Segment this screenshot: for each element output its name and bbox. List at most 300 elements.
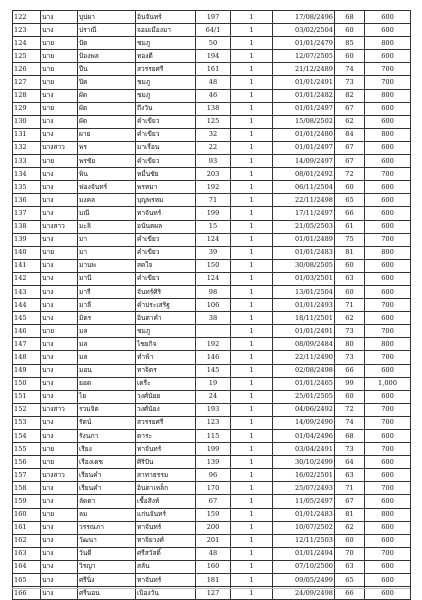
age-cell: 71 — [335, 482, 365, 495]
house-number-cell: 125 — [196, 115, 231, 128]
birth-date-cell: 15/08/2502 — [273, 115, 335, 128]
first-name-cell: วรรณภา — [78, 521, 136, 534]
last-name-cell: ทาจันทร์ — [136, 207, 196, 220]
age-cell: 62 — [335, 312, 365, 325]
title-cell: นาง — [41, 115, 78, 128]
title-cell: นาง — [41, 430, 78, 443]
table-row — [13, 259, 411, 272]
village-number-cell: 1 — [231, 181, 273, 194]
age-cell: 71 — [335, 299, 365, 312]
last-name-cell: คำเขียว — [136, 128, 196, 141]
table-row — [13, 351, 411, 364]
row-number-cell: 133 — [13, 155, 41, 168]
first-name-cell: รังนภา — [78, 430, 136, 443]
birth-date-cell: 17/08/2496 — [273, 11, 335, 24]
title-cell: นาง — [41, 207, 78, 220]
age-cell: 72 — [335, 168, 365, 181]
house-number-cell: 201 — [196, 534, 231, 547]
allowance-amount-cell: 600 — [365, 560, 411, 573]
birth-date-cell: 01/03/2501 — [273, 272, 335, 285]
allowance-amount-cell: 800 — [365, 37, 411, 50]
birth-date-cell: 04/06/2492 — [273, 403, 335, 416]
village-number-cell: 1 — [231, 469, 273, 482]
last-name-cell: ตาระ — [136, 430, 196, 443]
birth-date-cell: 01/01/2465 — [273, 377, 335, 390]
house-number-cell: 98 — [196, 285, 231, 298]
row-number-cell: 154 — [13, 430, 41, 443]
table-row — [13, 128, 411, 141]
table-row — [13, 312, 411, 325]
birth-date-cell: 24/09/2498 — [273, 587, 335, 600]
age-cell: 80 — [335, 338, 365, 351]
birth-date-cell: 21/05/2503 — [273, 220, 335, 233]
last-name-cell: เชื้อสิงห์ — [136, 495, 196, 508]
last-name-cell: คำเขียว — [136, 246, 196, 259]
allowance-amount-cell: 600 — [365, 534, 411, 547]
title-cell: นาง — [41, 547, 78, 560]
allowance-amount-cell: 600 — [365, 141, 411, 154]
birth-date-cell: 07/10/2500 — [273, 560, 335, 573]
title-cell: นาย — [41, 456, 78, 469]
age-cell: 61 — [335, 220, 365, 233]
allowance-amount-cell: 700 — [365, 416, 411, 429]
birth-date-cell: 09/05/2499 — [273, 574, 335, 587]
row-number-cell: 136 — [13, 194, 41, 207]
allowance-amount-cell: 600 — [365, 364, 411, 377]
first-name-cell: ลม — [78, 508, 136, 521]
allowance-amount-cell: 700 — [365, 325, 411, 338]
village-number-cell: 1 — [231, 495, 273, 508]
village-number-cell: 1 — [231, 207, 273, 220]
table-row — [13, 377, 411, 390]
birth-date-cell: 10/07/2502 — [273, 521, 335, 534]
house-number-cell: 139 — [196, 456, 231, 469]
row-number-cell: 122 — [13, 11, 41, 24]
allowance-amount-cell: 700 — [365, 168, 411, 181]
page-bottom-rule — [12, 588, 410, 589]
table-row — [13, 299, 411, 312]
last-name-cell: จอมเมืองมา — [136, 24, 196, 37]
row-number-cell: 155 — [13, 443, 41, 456]
title-cell: นาง — [41, 128, 78, 141]
table-row — [13, 220, 411, 233]
first-name-cell: มารี — [78, 285, 136, 298]
table-row — [13, 508, 411, 521]
house-number-cell: 67 — [196, 495, 231, 508]
title-cell: นางสาว — [41, 403, 78, 416]
age-cell: 60 — [335, 390, 365, 403]
row-number-cell: 157 — [13, 469, 41, 482]
birth-date-cell: 01/01/2482 — [273, 89, 335, 102]
age-cell: 60 — [335, 50, 365, 63]
row-number-cell: 125 — [13, 50, 41, 63]
table-row — [13, 430, 411, 443]
table-row — [13, 37, 411, 50]
first-name-cell: พร — [78, 141, 136, 154]
birth-date-cell: 12/07/2505 — [273, 50, 335, 63]
allowance-amount-cell: 600 — [365, 574, 411, 587]
last-name-cell: ทาจันทร์ — [136, 574, 196, 587]
title-cell: นาย — [41, 443, 78, 456]
last-name-cell: วงศ์นัยย — [136, 390, 196, 403]
birth-date-cell: 17/11/2497 — [273, 207, 335, 220]
row-number-cell: 145 — [13, 312, 41, 325]
birth-date-cell: 21/12/2489 — [273, 63, 335, 76]
birth-date-cell: 01/01/2480 — [273, 128, 335, 141]
house-number-cell: 194 — [196, 50, 231, 63]
title-cell: นาง — [41, 233, 78, 246]
allowance-amount-cell: 700 — [365, 482, 411, 495]
row-number-cell: 164 — [13, 560, 41, 573]
house-number-cell: 170 — [196, 482, 231, 495]
table-row — [13, 63, 411, 76]
birth-date-cell: 14/09/2490 — [273, 416, 335, 429]
age-cell: 66 — [335, 587, 365, 600]
age-cell: 64 — [335, 456, 365, 469]
allowance-amount-cell: 600 — [365, 521, 411, 534]
row-number-cell: 151 — [13, 390, 41, 403]
village-number-cell: 1 — [231, 390, 273, 403]
last-name-cell: คำเขียว — [136, 233, 196, 246]
row-number-cell: 166 — [13, 587, 41, 600]
allowance-amount-cell: 700 — [365, 351, 411, 364]
first-name-cell: มะลิ — [78, 220, 136, 233]
row-number-cell: 163 — [13, 547, 41, 560]
row-number-cell: 156 — [13, 456, 41, 469]
last-name-cell: ศรีสวัสดิ์ — [136, 547, 196, 560]
birth-date-cell: 03/04/2491 — [273, 443, 335, 456]
title-cell: นาย — [41, 508, 78, 521]
row-number-cell: 129 — [13, 102, 41, 115]
village-number-cell: 1 — [231, 63, 273, 76]
row-number-cell: 126 — [13, 63, 41, 76]
allowance-amount-cell: 600 — [365, 207, 411, 220]
first-name-cell: รวมจิต — [78, 403, 136, 416]
birth-date-cell: 11/05/2497 — [273, 495, 335, 508]
house-number-cell: 38 — [196, 312, 231, 325]
first-name-cell: ปิด — [78, 76, 136, 89]
last-name-cell: เปิองวัน — [136, 587, 196, 600]
table-row — [13, 574, 411, 587]
title-cell: นาย — [41, 63, 78, 76]
table-row — [13, 181, 411, 194]
village-number-cell: 1 — [231, 416, 273, 429]
last-name-cell: ชมภู — [136, 325, 196, 338]
first-name-cell: ผัด — [78, 115, 136, 128]
village-number-cell: 1 — [231, 246, 273, 259]
table-row — [13, 168, 411, 181]
village-number-cell: 1 — [231, 364, 273, 377]
birth-date-cell: 02/08/2498 — [273, 364, 335, 377]
age-cell: 62 — [335, 521, 365, 534]
last-name-cell: คำเขียว — [136, 155, 196, 168]
row-number-cell: 128 — [13, 89, 41, 102]
birth-date-cell: 01/01/2494 — [273, 547, 335, 560]
allowance-amount-cell: 600 — [365, 115, 411, 128]
first-name-cell: มานพ — [78, 259, 136, 272]
first-name-cell: มล — [78, 351, 136, 364]
birth-date-cell: 16/02/2501 — [273, 469, 335, 482]
title-cell: นาย — [41, 76, 78, 89]
last-name-cell: เตรีะ — [136, 377, 196, 390]
last-name-cell: ชมภู — [136, 89, 196, 102]
village-number-cell: 1 — [231, 377, 273, 390]
village-number-cell: 1 — [231, 547, 273, 560]
age-cell: 84 — [335, 128, 365, 141]
title-cell: นาง — [41, 168, 78, 181]
last-name-cell: ทาจันทร์ — [136, 443, 196, 456]
allowance-amount-cell: 700 — [365, 299, 411, 312]
village-number-cell: 1 — [231, 194, 273, 207]
house-number-cell: 71 — [196, 194, 231, 207]
allowance-amount-cell: 600 — [365, 430, 411, 443]
table-row — [13, 194, 411, 207]
table-row — [13, 76, 411, 89]
last-name-cell: มาเรือน — [136, 141, 196, 154]
allowance-amount-cell: 600 — [365, 312, 411, 325]
house-number-cell: 48 — [196, 76, 231, 89]
house-number-cell: 19 — [196, 377, 231, 390]
title-cell: นาย — [41, 50, 78, 63]
age-cell: 63 — [335, 560, 365, 573]
row-number-cell: 147 — [13, 338, 41, 351]
last-name-cell: ถึงวัน — [136, 102, 196, 115]
table-row — [13, 469, 411, 482]
title-cell: นาง — [41, 299, 78, 312]
village-number-cell: 1 — [231, 508, 273, 521]
age-cell: 60 — [335, 181, 365, 194]
first-name-cell: มล — [78, 325, 136, 338]
house-number-cell: 93 — [196, 155, 231, 168]
birth-date-cell: 22/11/2490 — [273, 351, 335, 364]
village-number-cell: 1 — [231, 325, 273, 338]
row-number-cell: 139 — [13, 233, 41, 246]
allowance-amount-cell: 700 — [365, 443, 411, 456]
row-number-cell: 158 — [13, 482, 41, 495]
house-number-cell: 161 — [196, 63, 231, 76]
age-cell: 73 — [335, 76, 365, 89]
village-number-cell: 1 — [231, 233, 273, 246]
table-row — [13, 115, 411, 128]
table-row — [13, 534, 411, 547]
allowance-amount-cell: 600 — [365, 24, 411, 37]
house-number-cell: 50 — [196, 37, 231, 50]
village-number-cell: 1 — [231, 50, 273, 63]
age-cell: 74 — [335, 416, 365, 429]
village-number-cell: 1 — [231, 24, 273, 37]
birth-date-cell: 08/09/2484 — [273, 338, 335, 351]
title-cell: นางสาว — [41, 141, 78, 154]
birth-date-cell: 01/01/2483 — [273, 508, 335, 521]
house-number-cell: 199 — [196, 443, 231, 456]
age-cell: 68 — [335, 11, 365, 24]
title-cell: นาง — [41, 285, 78, 298]
age-cell: 74 — [335, 63, 365, 76]
table-row — [13, 89, 411, 102]
last-name-cell: ศิริปัน — [136, 456, 196, 469]
last-name-cell: ทำฟ้า — [136, 351, 196, 364]
birth-date-cell: 12/11/2503 — [273, 534, 335, 547]
elderly-allowance-table — [12, 10, 411, 600]
first-name-cell: ผัด — [78, 89, 136, 102]
allowance-amount-cell: 600 — [365, 469, 411, 482]
first-name-cell: ลัดดา — [78, 495, 136, 508]
house-number-cell: 96 — [196, 469, 231, 482]
last-name-cell: สลัน — [136, 560, 196, 573]
allowance-amount-cell: 600 — [365, 456, 411, 469]
title-cell: นาง — [41, 351, 78, 364]
title-cell: นาย — [41, 246, 78, 259]
age-cell: 68 — [335, 430, 365, 443]
last-name-cell: คำเขียว — [136, 272, 196, 285]
house-number-cell: 199 — [196, 207, 231, 220]
allowance-amount-cell: 600 — [365, 194, 411, 207]
title-cell: นาง — [41, 312, 78, 325]
birth-date-cell: 13/01/2504 — [273, 285, 335, 298]
row-number-cell: 159 — [13, 495, 41, 508]
birth-date-cell: 06/11/2504 — [273, 181, 335, 194]
last-name-cell: ชมภู — [136, 37, 196, 50]
title-cell: นาง — [41, 89, 78, 102]
allowance-amount-cell: 600 — [365, 285, 411, 298]
house-number-cell: 15 — [196, 220, 231, 233]
village-number-cell: 1 — [231, 338, 273, 351]
house-number-cell: 124 — [196, 233, 231, 246]
house-number-cell: 46 — [196, 89, 231, 102]
row-number-cell: 134 — [13, 168, 41, 181]
first-name-cell: ศรีนอน — [78, 587, 136, 600]
row-number-cell: 135 — [13, 181, 41, 194]
table-row — [13, 272, 411, 285]
title-cell: นาง — [41, 259, 78, 272]
table-row — [13, 560, 411, 573]
village-number-cell: 1 — [231, 351, 273, 364]
title-cell: นาง — [41, 24, 78, 37]
birth-date-cell: 30/10/2499 — [273, 456, 335, 469]
age-cell: 82 — [335, 89, 365, 102]
age-cell: 65 — [335, 574, 365, 587]
table-row — [13, 285, 411, 298]
birth-date-cell: 01/01/2491 — [273, 325, 335, 338]
birth-date-cell: 01/01/2493 — [273, 299, 335, 312]
village-number-cell: 1 — [231, 220, 273, 233]
house-number-cell — [196, 325, 231, 338]
house-number-cell: 193 — [196, 403, 231, 416]
title-cell: นาง — [41, 272, 78, 285]
table-row — [13, 443, 411, 456]
house-number-cell: 160 — [196, 560, 231, 573]
row-number-cell: 137 — [13, 207, 41, 220]
allowance-amount-cell: 1,000 — [365, 377, 411, 390]
house-number-cell: 192 — [196, 338, 231, 351]
allowance-amount-cell: 600 — [365, 11, 411, 24]
row-number-cell: 142 — [13, 272, 41, 285]
house-number-cell: 138 — [196, 102, 231, 115]
village-number-cell: 1 — [231, 128, 273, 141]
title-cell: นาง — [41, 587, 78, 600]
first-name-cell: เรียง — [78, 443, 136, 456]
first-name-cell: ผาย — [78, 128, 136, 141]
title-cell: นาย — [41, 102, 78, 115]
last-name-cell: สวรรยศรี — [136, 63, 196, 76]
age-cell: 63 — [335, 272, 365, 285]
age-cell: 85 — [335, 37, 365, 50]
first-name-cell: ปืน — [78, 63, 136, 76]
title-cell: นางสาว — [41, 469, 78, 482]
allowance-amount-cell: 600 — [365, 272, 411, 285]
village-number-cell: 1 — [231, 37, 273, 50]
first-name-cell: มอน — [78, 364, 136, 377]
first-name-cell: ศรีนิ่ง — [78, 574, 136, 587]
row-number-cell: 123 — [13, 24, 41, 37]
allowance-amount-cell: 600 — [365, 587, 411, 600]
allowance-amount-cell: 700 — [365, 547, 411, 560]
last-name-cell: วงศ์นัยง — [136, 403, 196, 416]
age-cell: 99 — [335, 377, 365, 390]
first-name-cell: มิตร — [78, 312, 136, 325]
row-number-cell: 124 — [13, 37, 41, 50]
first-name-cell: วิรญา — [78, 560, 136, 573]
title-cell: นาย — [41, 37, 78, 50]
age-cell: 73 — [335, 351, 365, 364]
first-name-cell: พิน — [78, 168, 136, 181]
village-number-cell: 1 — [231, 168, 273, 181]
village-number-cell: 1 — [231, 443, 273, 456]
last-name-cell: พรหมา — [136, 181, 196, 194]
allowance-amount-cell: 800 — [365, 246, 411, 259]
house-number-cell: 106 — [196, 299, 231, 312]
allowance-amount-cell: 600 — [365, 220, 411, 233]
title-cell: นาง — [41, 521, 78, 534]
village-number-cell: 1 — [231, 456, 273, 469]
age-cell: 75 — [335, 233, 365, 246]
title-cell: นาง — [41, 11, 78, 24]
title-cell: นาง — [41, 181, 78, 194]
age-cell: 81 — [335, 246, 365, 259]
birth-date-cell: 01/01/2479 — [273, 37, 335, 50]
last-name-cell: ทองดี — [136, 50, 196, 63]
age-cell: 67 — [335, 495, 365, 508]
last-name-cell: ทาจิยวงศ์ — [136, 534, 196, 547]
house-number-cell: 192 — [196, 181, 231, 194]
age-cell: 72 — [335, 403, 365, 416]
house-number-cell: 123 — [196, 416, 231, 429]
village-number-cell: 1 — [231, 115, 273, 128]
first-name-cell: วันดี — [78, 547, 136, 560]
title-cell: นาง — [41, 390, 78, 403]
row-number-cell: 131 — [13, 128, 41, 141]
row-number-cell: 153 — [13, 416, 41, 429]
row-number-cell: 161 — [13, 521, 41, 534]
table-row — [13, 364, 411, 377]
first-name-cell: เรียนคำ — [78, 469, 136, 482]
house-number-cell: 39 — [196, 246, 231, 259]
birth-date-cell: 01/01/2497 — [273, 141, 335, 154]
allowance-amount-cell: 700 — [365, 403, 411, 416]
title-cell: นาง — [41, 416, 78, 429]
village-number-cell: 1 — [231, 102, 273, 115]
table-body — [13, 11, 411, 600]
row-number-cell: 141 — [13, 259, 41, 272]
last-name-cell: คำเขียว — [136, 115, 196, 128]
birth-date-cell: 14/09/2497 — [273, 155, 335, 168]
village-number-cell: 1 — [231, 89, 273, 102]
age-cell: 60 — [335, 534, 365, 547]
house-number-cell: 159 — [196, 508, 231, 521]
row-number-cell: 150 — [13, 377, 41, 390]
allowance-amount-cell: 600 — [365, 181, 411, 194]
age-cell: 65 — [335, 194, 365, 207]
